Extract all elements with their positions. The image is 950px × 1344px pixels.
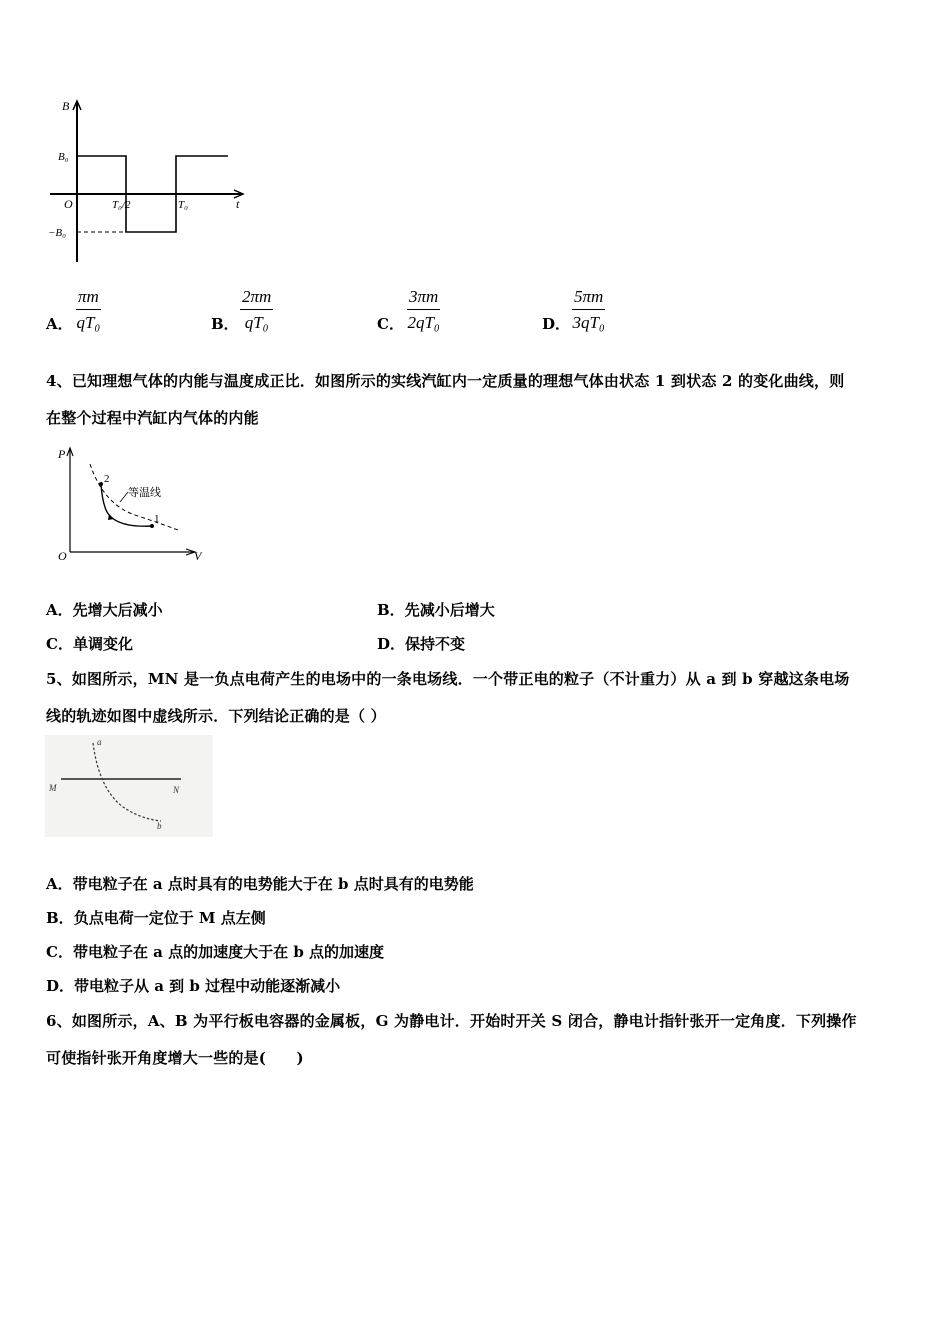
label-n: N: [173, 785, 180, 795]
label-a: a: [97, 737, 102, 747]
q3-option-c-fraction: [407, 287, 440, 333]
q3-option-d-denominator: 3qT₀: [572, 313, 605, 332]
q4-option-b-text: 先减小后增大: [404, 601, 495, 619]
q4-option-a: [46, 599, 163, 620]
b-t-graph: [44, 96, 254, 266]
q4-option-c-text: 单调变化: [72, 635, 133, 653]
q3-option-a-label: A．: [46, 315, 73, 333]
q4-option-b: [377, 599, 495, 620]
q4-option-d: [377, 633, 465, 654]
q3-option-d-fraction: [572, 287, 605, 333]
q5-option-d-text: 带电粒子从 a 到 b 过程中动能逐渐减小: [74, 977, 341, 995]
process-direction-arrow-icon: [108, 514, 114, 520]
q4-option-a-text: 先增大后减小: [72, 601, 163, 619]
q5-option-d: [46, 975, 340, 996]
figure-background: [45, 735, 213, 837]
isotherm-label: 等温线: [128, 487, 161, 499]
q5-option-b: [46, 907, 266, 928]
b-neg-label: −B₀: [48, 227, 66, 239]
q5-option-b-label: B．: [46, 909, 74, 927]
q3-option-d-numerator: 5πm: [572, 287, 605, 310]
q3-option-b-denominator: qT₀: [244, 313, 269, 332]
q5-option-a: [46, 873, 474, 894]
p-axis-label: P: [58, 447, 66, 461]
q4-option-d-label: D．: [377, 635, 406, 653]
q3-option-d-label: D．: [542, 315, 571, 333]
state2-label: 2: [104, 473, 110, 485]
q3-option-b-fraction: [240, 287, 273, 333]
q4-option-c: [46, 633, 133, 654]
q5-option-a-label: A．: [46, 875, 73, 893]
t-half-label: T₀/2: [112, 199, 131, 211]
q4-option-d-text: 保持不变: [405, 635, 466, 653]
q4-option-c-label: C．: [46, 635, 73, 653]
b-axis-label: B: [62, 99, 70, 113]
origin-label: O: [64, 197, 73, 211]
q3-option-a-numerator: πm: [76, 287, 101, 310]
field-line-graph: [45, 735, 213, 837]
q6-stem-line2: 可使指针张开角度增大一些的是( ): [46, 1049, 304, 1067]
label-m: M: [49, 783, 57, 793]
isotherm-pointer: [120, 492, 128, 502]
q5-option-d-label: D．: [46, 977, 75, 995]
q4-stem-line2: 在整个过程中汽缸内气体的内能: [46, 409, 259, 427]
q3-option-c-label: C．: [377, 315, 404, 333]
q3-option-c-numerator: 3πm: [407, 287, 440, 310]
q5-option-c-label: C．: [46, 943, 73, 961]
q5-option-a-text: 带电粒子在 a 点时具有的电势能大于在 b 点时具有的电势能: [72, 875, 474, 893]
q5-option-c: [46, 941, 384, 962]
q4-option-a-label: A．: [46, 601, 73, 619]
q4-stem-line1: 4、已知理想气体的内能与温度成正比．如图所示的实线汽缸内一定质量的理想气体由状态 1 到状态 2 的变化曲线，则: [46, 372, 845, 390]
q6-stem-line1: 6、如图所示，A、B 为平行板电容器的金属板，G 为静电计．开始时开关 S 闭合，静电计指针张开一定角度．下列操作: [46, 1012, 857, 1030]
label-b: b: [157, 821, 162, 831]
q5-stem-line1: 5、如图所示，MN 是一负点电荷产生的电场中的一条电场线．一个带正电的粒子（不计重力）从 a 到 b 穿越这条电场: [46, 670, 850, 688]
q3-option-a-fraction: [76, 287, 101, 333]
q3-option-a-denominator: qT₀: [76, 313, 101, 332]
q5-option-b-text: 负点电荷一定位于 M 点左侧: [73, 909, 266, 927]
v-axis-label: V: [194, 549, 202, 562]
t-full-label: T₀: [178, 199, 188, 211]
q3-option-b-numerator: 2πm: [240, 287, 273, 310]
t-axis-label: t: [236, 197, 240, 211]
q4-option-b-label: B．: [377, 601, 405, 619]
q3-option-c-denominator: 2qT₀: [407, 313, 440, 332]
state1-label: 1: [154, 513, 160, 525]
origin-label: O: [58, 549, 67, 562]
b-pos-label: B₀: [58, 151, 69, 163]
q3-option-b-label: B．: [211, 315, 239, 333]
p-v-graph: [54, 444, 210, 562]
q5-option-c-text: 带电粒子在 a 点的加速度大于在 b 点的加速度: [72, 943, 385, 961]
q5-stem-line2: 线的轨迹如图中虚线所示．下列结论正确的是（ ）: [46, 707, 386, 725]
state2-point: [99, 482, 103, 486]
